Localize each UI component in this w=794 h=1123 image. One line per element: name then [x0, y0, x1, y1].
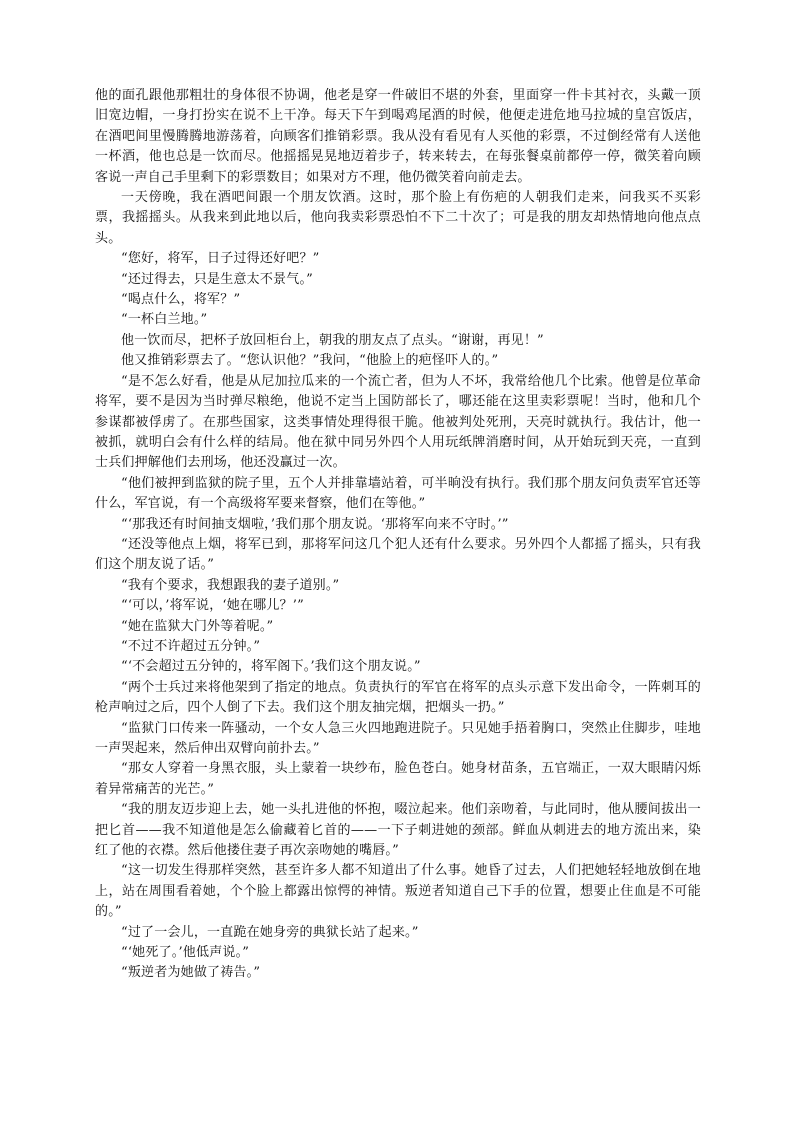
- paragraph-5: “喝点什么，将军？”: [121, 292, 241, 308]
- paragraph-10: “他们被押到监狱的院子里，五个人并排靠墙站着，可半晌没有执行。我们那个朋友问负责军官还等什么，军官说，有一个高级将军要来督察，他们在等他。”: [95, 475, 701, 512]
- paragraph-17: “‘不会超过五分钟的，将军阁下。’我们这个朋友说。”: [121, 659, 421, 675]
- paragraph-21: “我的朋友迈步迎上去，她一头扎进他的怀抱，啜泣起来。他们亲吻着，与此同时，他从腰间拔出一把匕首——我不知道他是怎么偷藏着匕首的——一下子刺进她的颈部。鲜血从刺进去的地方流出来，染红了他的衣襟。然后他搂住妻子再次亲吻她的嘴唇。”: [95, 802, 701, 859]
- article-body: [95, 86, 701, 984]
- paragraph-9: “是不怎么好看，他是从尼加拉瓜来的一个流亡者，但为人不坏，我常给他几个比索。他曾是位革命将军，要不是因为当时弹尽粮绝，他说不定当上国防部长了，哪还能在这里卖彩票呢！当时，他和几个参谋都被俘虏了。在那些国家，这类事情处理得很干脆。他被判处死刑，天亮时就执行。我估计，他一被抓，就明白会有什么样的结局。他在狱中同另外四个人用玩纸牌消磨时间，从开始玩到天亮，一直到士兵们押解他们去刑场，他还没赢过一次。: [95, 373, 701, 471]
- paragraph-11: “‘那我还有时间抽支烟啦，’我们那个朋友说。‘那将军向来不守时。’”: [121, 516, 509, 532]
- paragraph-12: “还没等他点上烟，将军已到，那将军问这几个犯人还有什么要求。另外四个人都摇了摇头，只有我们这个朋友说了话。”: [95, 536, 701, 573]
- paragraph-8: 他又推销彩票去了。“您认识他？”我问，“他脸上的疤怪吓人的。”: [121, 353, 499, 369]
- paragraph-25: “叛逆者为她做了祷告。”: [121, 965, 261, 981]
- paragraph-1: 他的面孔跟他那粗壮的身体很不协调，他老是穿一件破旧不堪的外套，里面穿一件卡其衬衣，头戴一顶旧宽边帽，一身打扮实在说不上干净。每天下午到喝鸡尾酒的时候，他便走进危地马拉城的皇宫饭店，在酒吧间里慢腾腾地游荡着，向顾客们推销彩票。我从没有看见有人买他的彩票，不过倒经常有人送他一杯酒，他也总是一饮而尽。他摇摇晃晃地迈着步子，转来转去，在每张餐桌前都停一停，微笑着向顾客说一声自己手里剩下的彩票数目；如果对方不理，他仍微笑着向前走去。: [95, 88, 701, 185]
- paragraph-20: “那女人穿着一身黑衣服，头上蒙着一块纱布，脸色苍白。她身材苗条，五官端正，一双大眼睛闪烁着异常痛苦的光芒。”: [95, 761, 701, 797]
- paragraph-7: 他一饮而尽，把杯子放回柜台上，朝我的朋友点了点头。“谢谢，再见！”: [121, 332, 544, 348]
- paragraph-24: “‘她死了。’他低声说。”: [121, 945, 250, 961]
- paragraph-3: “您好，将军，日子过得还好吧？”: [121, 251, 320, 267]
- paragraph-14: “‘可以，’将军说，‘她在哪儿？’”: [121, 598, 304, 614]
- paragraph-18: “两个士兵过来将他架到了指定的地点。负责执行的军官在将军的点头示意下发出命令，一阵刺耳的枪声响过之后，四个人倒了下去。我们这个朋友抽完烟，把烟头一扔。”: [95, 679, 701, 716]
- paragraph-22: “这一切发生得那样突然，甚至许多人都不知道出了什么事。她昏了过去，人们把她轻轻地放倒在地上，站在周围看着她，个个脸上都露出惊愕的神情。叛逆者知道自己下手的位置，想要止住血是不可能的。”: [95, 863, 701, 920]
- paragraph-16: “不过不许超过五分钟。”: [121, 638, 261, 654]
- paragraph-2: 一天傍晚，我在酒吧间跟一个朋友饮酒。这时，那个脸上有伤疤的人朝我们走来，问我买不买彩票，我摇摇头。从我来到此地以后，他向我卖彩票恐怕不下二十次了；可是我的朋友却热情地向他点点头。: [95, 190, 701, 246]
- paragraph-6: “一杯白兰地。”: [121, 312, 208, 328]
- paragraph-4: “还过得去，只是生意太不景气。”: [121, 271, 313, 287]
- paragraph-19: “监狱门口传来一阵骚动，一个女人急三火四地跑进院子。只见她手捂着胸口，突然止住脚步，哇地一声哭起来，然后伸出双臂向前扑去。”: [95, 720, 701, 756]
- paragraph-13: “我有个要求，我想跟我的妻子道别。”: [121, 577, 340, 593]
- paragraph-23: “过了一会儿，一直跪在她身旁的典狱长站了起来。”: [121, 924, 419, 940]
- paragraph-15: “她在监狱大门外等着呢。”: [121, 618, 274, 634]
